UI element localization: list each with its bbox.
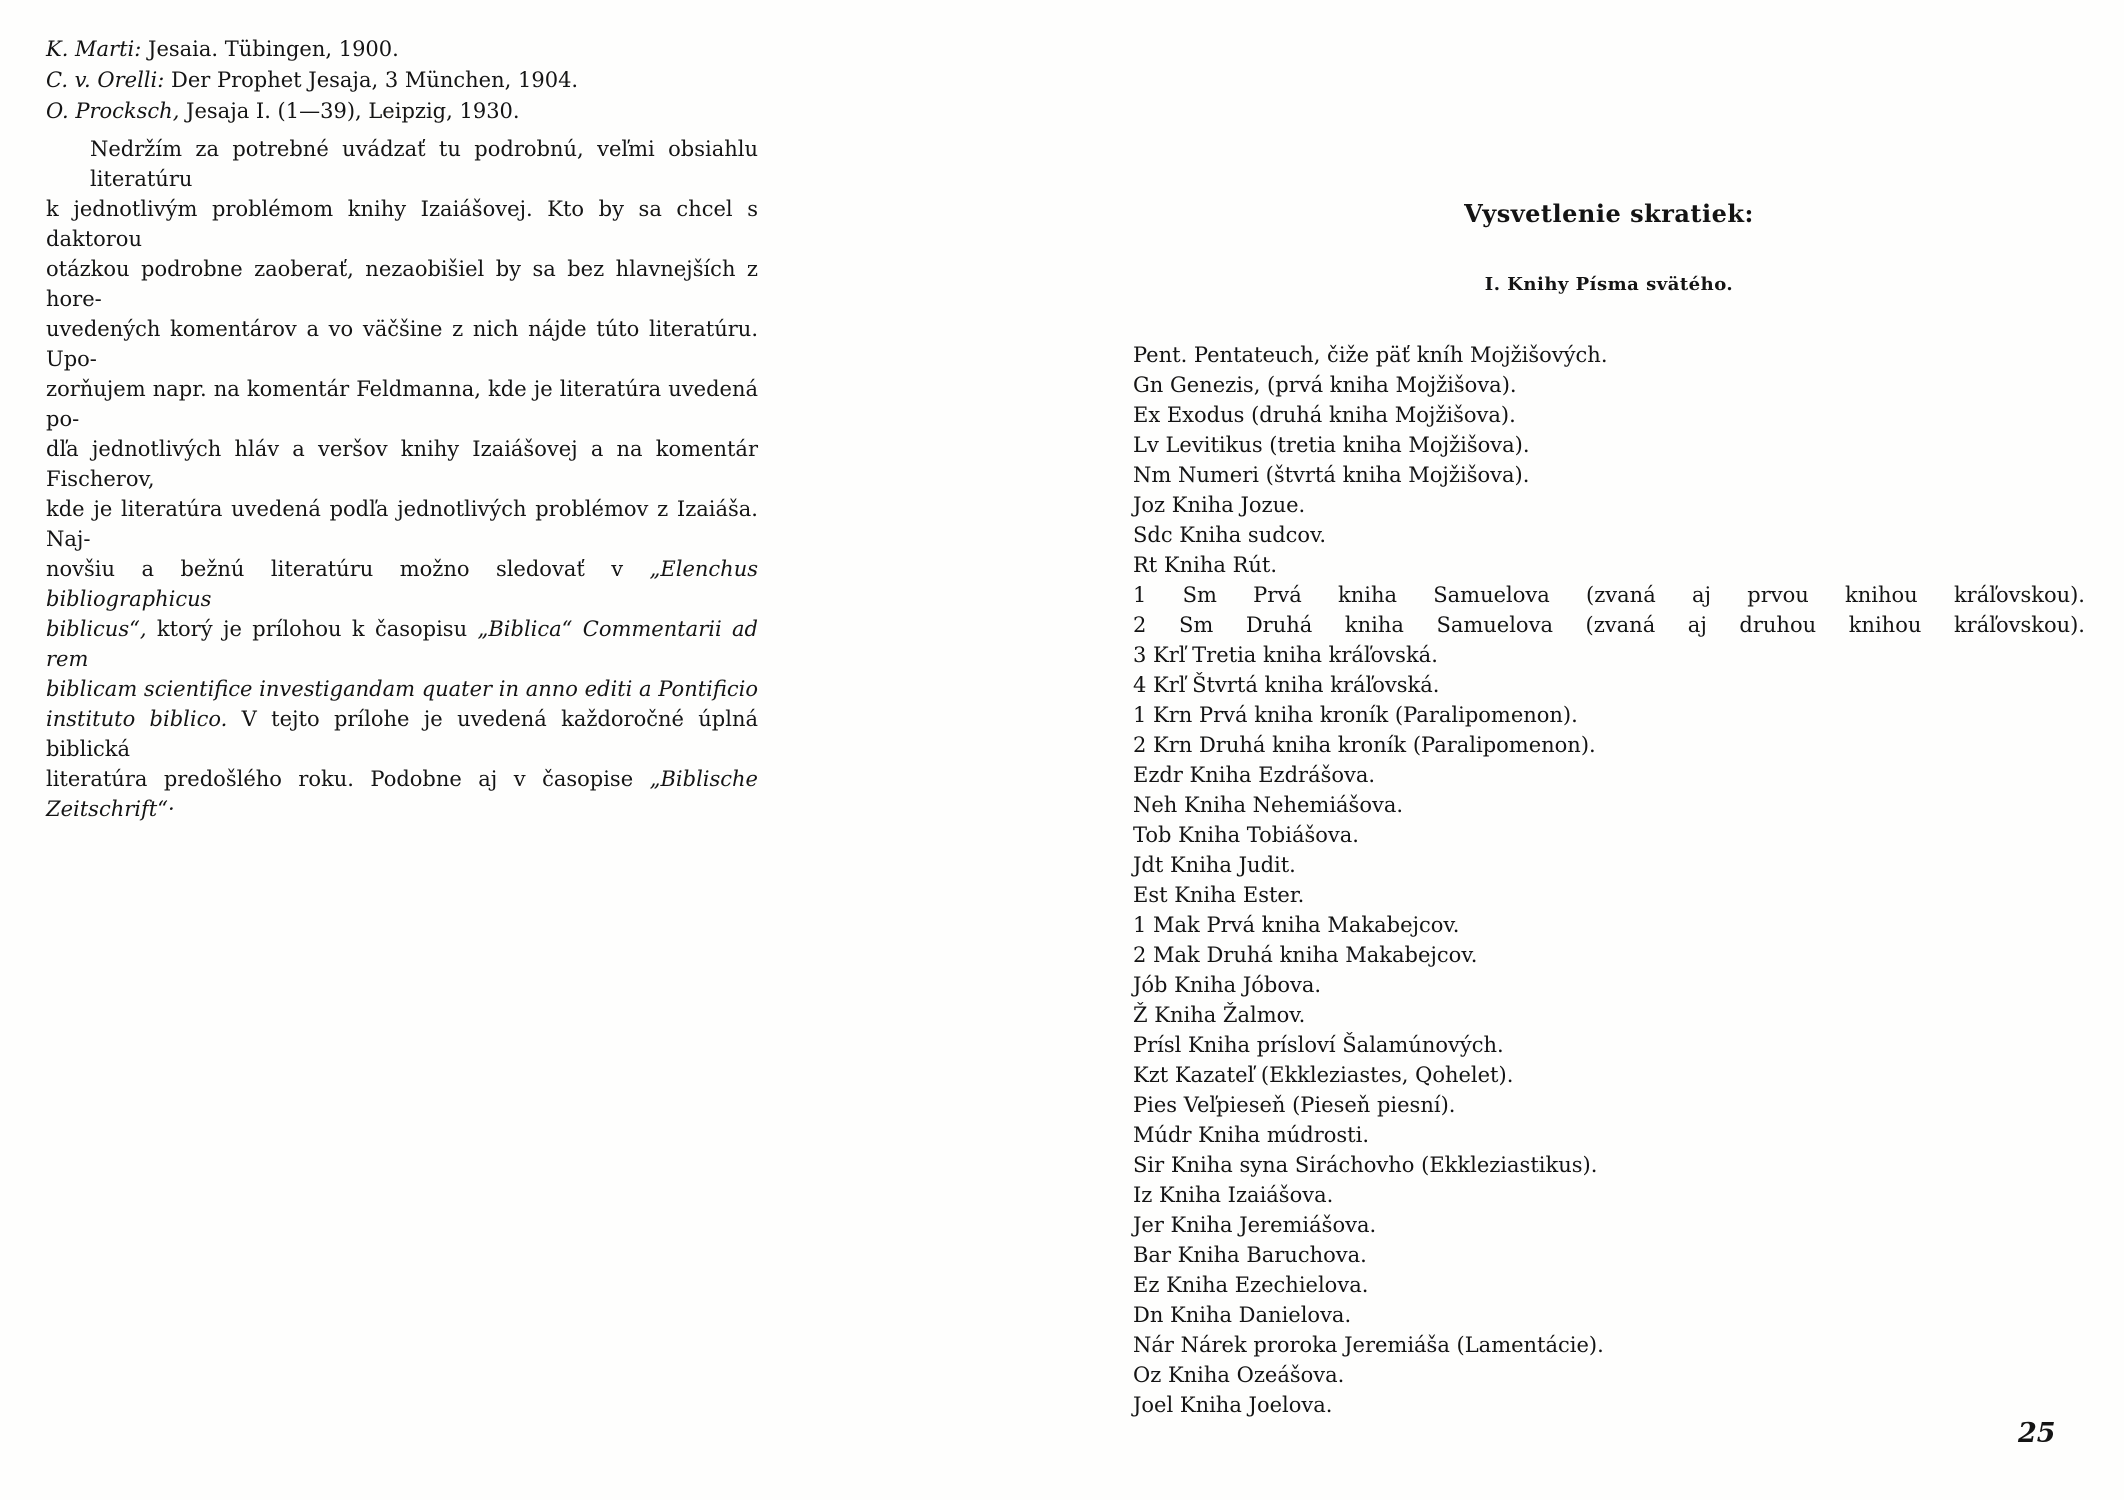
abbreviation-item: Jer Kniha Jeremiášova.: [1133, 1213, 1377, 1237]
abbreviation-item: Sir Kniha syna Siráchovho (Ekkleziastikus).: [1133, 1153, 1598, 1177]
left-text-column: [46, 34, 758, 824]
text-segment: ktorý je prílohou k časopisu: [146, 617, 478, 641]
text-segment: novšiu a bežnú literatúru možno sledovať v: [46, 557, 650, 581]
abbreviation-item: Neh Kniha Nehemiášova.: [1133, 793, 1404, 817]
text-segment: Der Prophet Jesaja, 3 München, 1904.: [164, 68, 579, 92]
abbreviation-item: Gn Genezis, (prvá kniha Mojžišova).: [1133, 373, 1517, 397]
abbreviation-item: Nár Nárek proroka Jeremiáša (Lamentácie).: [1133, 1333, 1604, 1357]
text-segment: „Biblische Zeitschrift“·: [46, 767, 758, 821]
abbreviation-item: Oz Kniha Ozeášova.: [1133, 1363, 1345, 1387]
abbreviation-list: [1133, 340, 2085, 1420]
text-segment: C. v. Orelli:: [46, 68, 165, 92]
text-segment: dľa jednotlivých hláv a veršov knihy Izaiášovej a na komentár Fischerov,: [46, 437, 758, 491]
abbreviation-item: 2 Mak Druhá kniha Makabejcov.: [1133, 943, 1478, 967]
text-segment: Jesaia. Tübingen, 1900.: [141, 37, 399, 61]
text-segment: O. Procksch,: [46, 99, 180, 123]
abbreviation-item: Múdr Kniha múdrosti.: [1133, 1123, 1370, 1147]
text-segment: literatúra predošlého roku. Podobne aj v časopise: [46, 767, 650, 791]
paragraph-line: [46, 704, 758, 764]
abbreviation-item: Pies Veľpieseň (Pieseň piesní).: [1133, 1093, 1456, 1117]
abbreviation-item: Ezdr Kniha Ezdrášova.: [1133, 763, 1376, 787]
abbreviation-item: Joz Kniha Jozue.: [1133, 493, 1306, 517]
abbreviation-item: 3 Krľ Tretia kniha kráľovská.: [1133, 643, 1438, 667]
bibliography-list: [46, 34, 758, 127]
bibliography-entry: [46, 96, 758, 127]
abbreviation-item: Est Kniha Ester.: [1133, 883, 1305, 907]
text-segment: biblicus“,: [46, 617, 147, 641]
text-segment: zorňujem napr. na komentár Feldmanna, kde je literatúra uvedená po-: [46, 377, 758, 431]
paragraph-line: [46, 374, 758, 434]
abbreviation-item: Tob Kniha Tobiášova.: [1133, 823, 1359, 847]
abbreviation-item: Rt Kniha Rút.: [1133, 553, 1278, 577]
abbreviation-item: Iz Kniha Izaiášova.: [1133, 1183, 1334, 1207]
paragraph-line: [46, 764, 758, 824]
text-segment: otázkou podrobne zaoberať, nezaobišiel by sa bez hlavnejších z hore-: [46, 257, 758, 311]
text-segment: V tejto prílohe je uvedená každoročné úplná biblická: [46, 707, 758, 761]
abbreviation-item: Jdt Kniha Judit.: [1133, 853, 1296, 877]
abbreviation-item: 2 Sm Druhá kniha Samuelova (zvaná aj druhou knihou kráľovskou).: [1133, 613, 2085, 637]
abbreviation-item: 2 Krn Druhá kniha kroník (Paralipomenon).: [1133, 733, 1596, 757]
abbreviation-item: 4 Krľ Štvrtá kniha kráľovská.: [1133, 673, 1440, 697]
paragraph-line: [46, 434, 758, 494]
section-heading: Vysvetlenie skratiek:: [1464, 199, 1754, 228]
abbreviation-item: Dn Kniha Danielova.: [1133, 1303, 1352, 1327]
text-segment: „Biblica“ Commentarii ad rem: [46, 617, 758, 671]
text-segment: uvedených komentárov a vo väčšine z nich nájde túto literatúru. Upo-: [46, 317, 758, 371]
abbreviation-item: 1 Mak Prvá kniha Makabejcov.: [1133, 913, 1460, 937]
text-segment: biblicam scientifice investigandam quater in anno editi a Pontificio: [46, 677, 758, 701]
bibliography-entry: [46, 34, 758, 65]
text-segment: Nedržím za potrebné uvádzať tu podrobnú, veľmi obsiahlu literatúru: [90, 137, 758, 191]
text-segment: Jesaja I. (1—39), Leipzig, 1930.: [179, 99, 520, 123]
paragraph-line: [46, 554, 758, 614]
paragraph-line: [46, 314, 758, 374]
abbreviation-item: Pent. Pentateuch, čiže päť kníh Mojžišových.: [1133, 343, 1608, 367]
text-segment: kde je literatúra uvedená podľa jednotlivých problémov z Izaiáša. Naj-: [46, 497, 758, 551]
abbreviation-item: Ž Kniha Žalmov.: [1133, 1003, 1306, 1027]
paragraph-line: [46, 614, 758, 674]
abbreviation-item: Nm Numeri (štvrtá kniha Mojžišova).: [1133, 463, 1530, 487]
paragraph-line: [46, 494, 758, 554]
body-paragraph: [46, 134, 758, 824]
abbreviation-item: Jób Kniha Jóbova.: [1133, 973, 1322, 997]
text-segment: „Elenchus bibliographicus: [46, 557, 758, 611]
paragraph-line: [46, 134, 758, 194]
abbreviations-column: [1133, 200, 2085, 1420]
text-segment: k jednotlivým problémom knihy Izaiášovej. Kto by sa chcel s daktorou: [46, 197, 758, 251]
abbreviation-item: 1 Sm Prvá kniha Samuelova (zvaná aj prvou knihou kráľovskou).: [1133, 583, 2085, 607]
abbreviation-item: 1 Krn Prvá kniha kroník (Paralipomenon).: [1133, 703, 1578, 727]
paragraph-line: [46, 254, 758, 314]
abbreviation-item: Ex Exodus (druhá kniha Mojžišova).: [1133, 403, 1516, 427]
paragraph-line: [46, 194, 758, 254]
abbreviation-item: Sdc Kniha sudcov.: [1133, 523, 1327, 547]
abbreviation-item: Lv Levitikus (tretia kniha Mojžišova).: [1133, 433, 1530, 457]
page-number: 25: [2018, 1418, 2056, 1449]
abbreviation-item: Bar Kniha Baruchova.: [1133, 1243, 1367, 1267]
text-segment: K. Marti:: [46, 37, 142, 61]
abbreviation-item: Ez Kniha Ezechielova.: [1133, 1273, 1369, 1297]
bibliography-entry: [46, 65, 758, 96]
section-subheading: I. Knihy Písma svätého.: [1484, 274, 1734, 295]
abbreviation-item: Prísl Kniha prísloví Šalamúnových.: [1133, 1033, 1504, 1057]
paragraph-line: [46, 674, 758, 704]
abbreviation-item: Joel Kniha Joelova.: [1133, 1393, 1333, 1417]
text-segment: instituto biblico.: [46, 707, 228, 731]
abbreviation-item: Kzt Kazateľ (Ekkleziastes, Qohelet).: [1133, 1063, 1514, 1087]
